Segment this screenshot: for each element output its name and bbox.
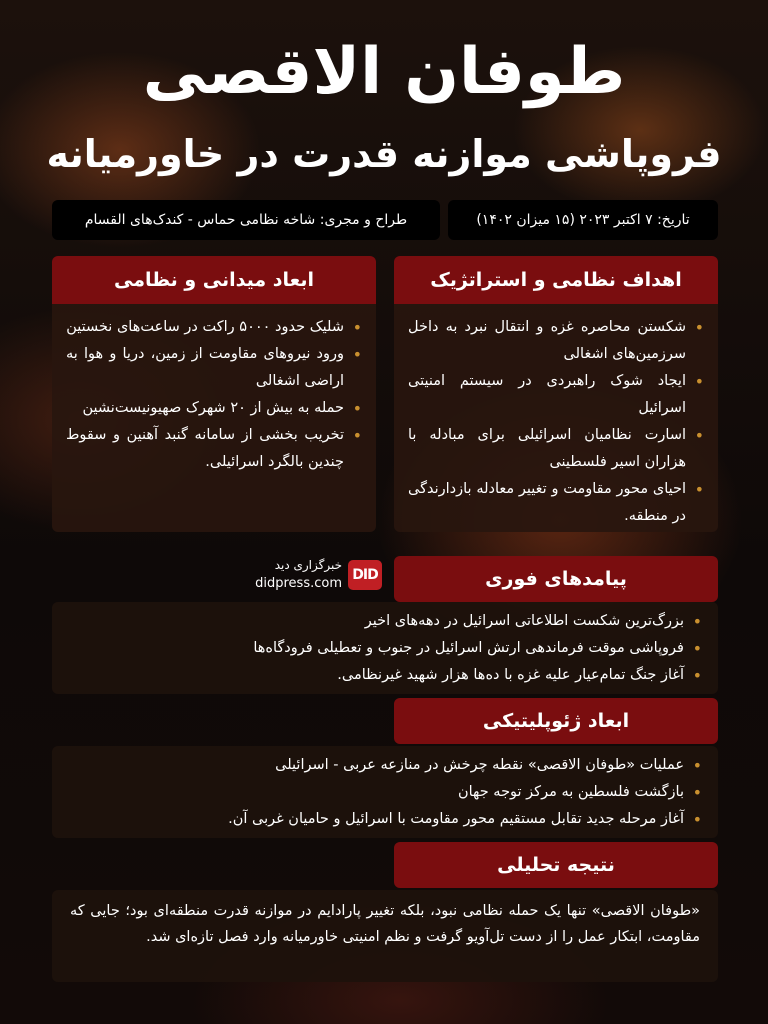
conclusion-heading: نتیجه تحلیلی	[394, 842, 718, 888]
list-item: • حمله به بیش از ۲۰ شهرک صهیونیست‌نشین	[66, 395, 362, 422]
list-item: • بازگشت فلسطین به مرکز توجه جهان	[68, 779, 702, 806]
list-item: • بزرگ‌ترین شکست اطلاعاتی اسرائیل در دهه‌های اخیر	[68, 608, 702, 635]
list-item: • آغاز مرحله جدید تقابل مستقیم محور مقاومت با اسرائیل و حامیان غربی آن.	[68, 806, 702, 833]
strategic-heading: اهداف نظامی و استراتژیک	[394, 256, 718, 304]
designer-pill: طراح و مجری: شاخه نظامی حماس - کندک‌های القسام	[52, 200, 440, 240]
brand-badge-icon: DID	[348, 560, 382, 590]
brand-logo	[244, 558, 382, 598]
brand-name-fa: خبرگزاری دید	[274, 558, 342, 572]
list-item: • اسارت نظامیان اسرائیلی برای مبادله با هزاران اسیر فلسطینی	[408, 422, 704, 476]
page-title: طوفان الاقصی	[142, 35, 626, 109]
conclusion-text: «طوفان الاقصی» تنها یک حمله نظامی نبود، بلکه تغییر پارادایم در موازنه قدرت منطقه‌ای بود؛ جایی که مقاومت، ابتکار عمل را از دست تل‌آویو گرفت و نظم امنیتی خاورمیانه وارد فصل تازه‌ای شد.	[52, 890, 718, 982]
list-item: • آغاز جنگ تمام‌عیار علیه غزه با ده‌ها هزار شهید غیرنظامی.	[68, 662, 702, 689]
date-pill: تاریخ: ۷ اکتبر ۲۰۲۳ (۱۵ میزان ۱۴۰۲)	[448, 200, 718, 240]
consequences-list	[68, 608, 702, 689]
list-item: • فروپاشی موقت فرماندهی ارتش اسرائیل در جنوب و تعطیلی فرودگاه‌ها	[68, 635, 702, 662]
list-item: • ایجاد شوک راهبردی در سیستم امنیتی اسرائیل	[408, 368, 704, 422]
consequences-heading: پیامدهای فوری	[394, 556, 718, 602]
consequences-body	[52, 602, 718, 694]
geopolitics-body	[52, 746, 718, 838]
field-heading: ابعاد میدانی و نظامی	[52, 256, 376, 304]
geopolitics-list	[68, 752, 702, 833]
list-item: • ورود نیروهای مقاومت از زمین، دریا و هوا به اراضی اشغالی	[66, 341, 362, 395]
field-body	[52, 304, 376, 532]
list-item: • تخریب بخشی از سامانه گنبد آهنین و سقوط چندین بالگرد اسرائیلی.	[66, 422, 362, 476]
page-subtitle: فروپاشی موازنه قدرت در خاورمیانه	[46, 132, 722, 176]
strategic-list	[408, 314, 704, 530]
strategic-body	[394, 304, 718, 532]
strategic-section	[394, 256, 718, 532]
list-item: • شکستن محاصره غزه و انتقال نبرد به داخل سرزمین‌های اشغالی	[408, 314, 704, 368]
field-section	[52, 256, 376, 532]
geopolitics-heading: ابعاد ژئوپلیتیکی	[394, 698, 718, 744]
list-item: • عملیات «طوفان الاقصی» نقطه چرخش در منازعه عربی - اسرائیلی	[68, 752, 702, 779]
field-list	[66, 314, 362, 476]
brand-name-en: didpress.com	[255, 576, 342, 591]
list-item: • شلیک حدود ۵۰۰۰ راکت در ساعت‌های نخستین	[66, 314, 362, 341]
list-item: • احیای محور مقاومت و تغییر معادله بازدارندگی در منطقه.	[408, 476, 704, 530]
